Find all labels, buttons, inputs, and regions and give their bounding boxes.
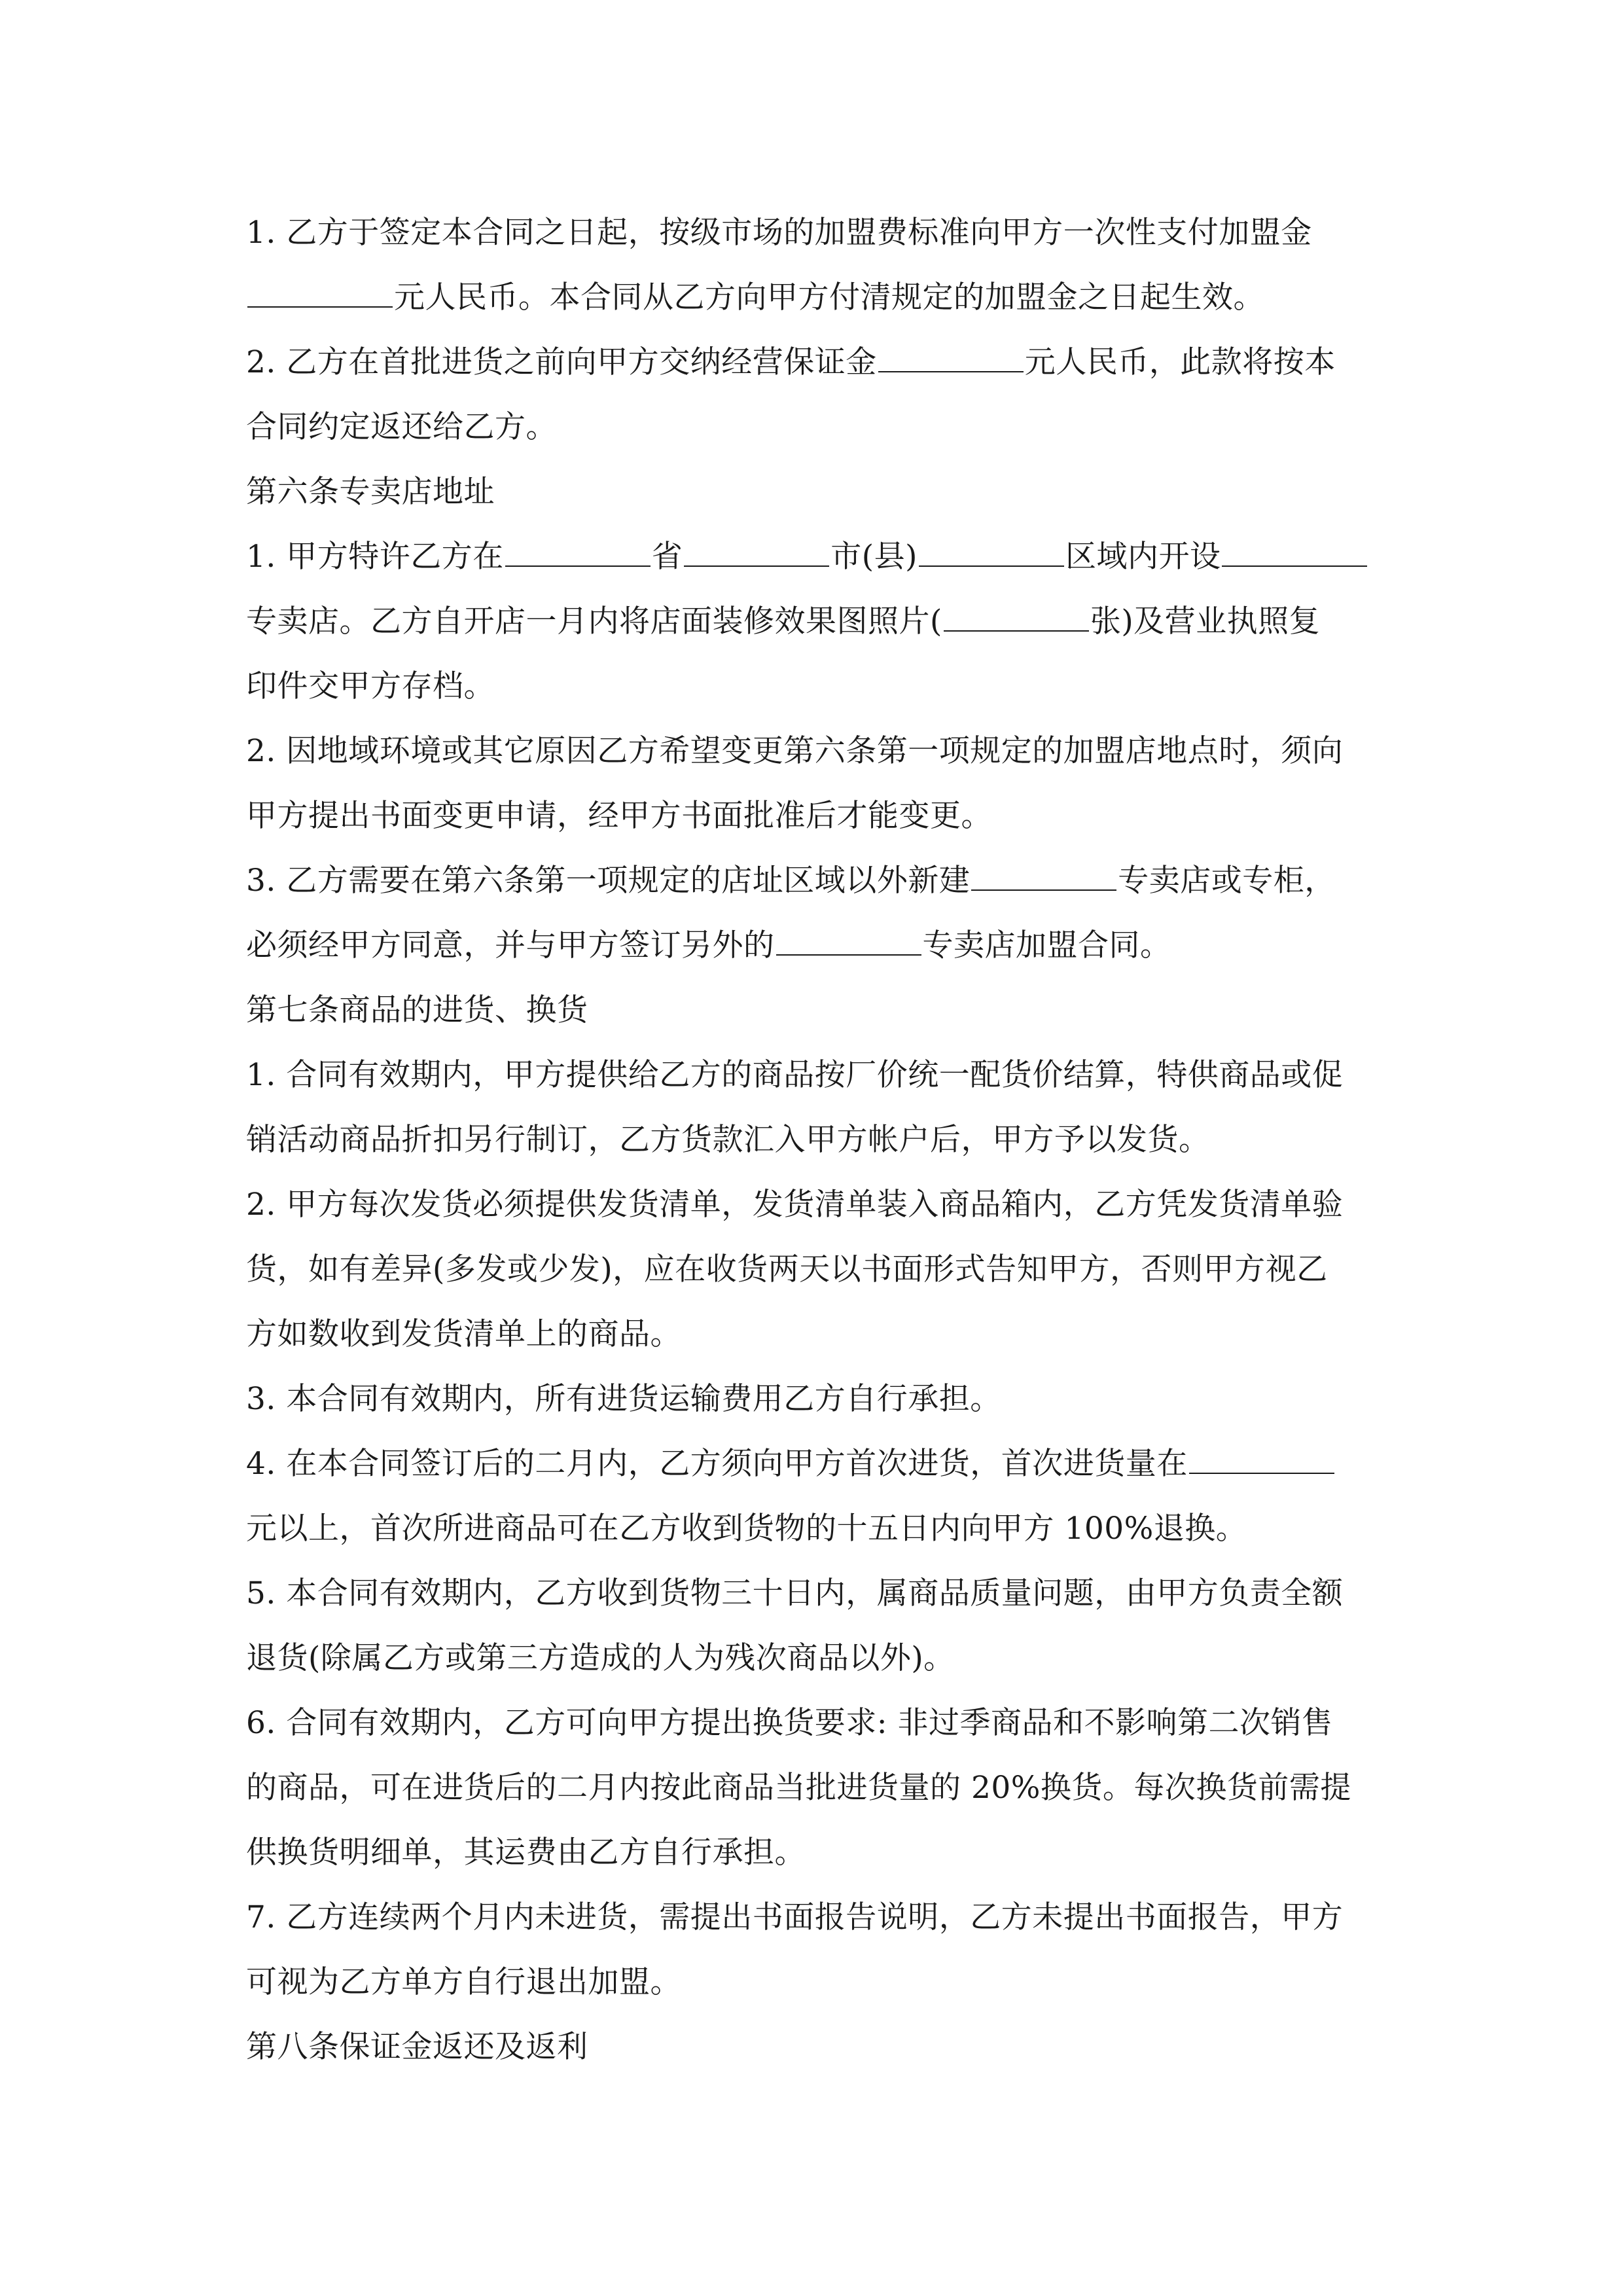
line-text: 销活动商品折扣另行制订，乙方货款汇入甲方帐户后，甲方予以发货。 — [246, 1122, 1210, 1158]
contract-body — [246, 200, 1380, 2079]
line-text: 5. 本合同有效期内，乙方收到货物三十日内，属商品质量问题，由甲方负责全额 — [246, 1575, 1344, 1611]
clause-line — [246, 783, 1380, 848]
line-text: 2. 因地域环境或其它原因乙方希望变更第六条第一项规定的加盟店地点时，须向 — [246, 733, 1344, 769]
line-text: 印件交甲方存档。 — [246, 668, 495, 704]
clause-line — [246, 1755, 1380, 1820]
clause-line — [246, 589, 1380, 654]
line-text: 可视为乙方单方自行退出加盟。 — [246, 1964, 681, 2000]
fill-in-blank — [944, 604, 1089, 632]
line-text: 合同约定返还给乙方。 — [246, 409, 557, 445]
section-heading — [246, 459, 1380, 524]
clause-line — [246, 1237, 1380, 1302]
line-text: 4. 在本合同签订后的二月内，乙方须向甲方首次进货，首次进货量在 — [246, 1446, 1188, 1482]
clause-line — [246, 654, 1380, 719]
line-text: 退货(除属乙方或第三方造成的人为残次商品以外)。 — [246, 1640, 955, 1676]
line-text: 元人民币。本合同从乙方向甲方付清规定的加盟金之日起生效。 — [394, 279, 1264, 315]
clause-line — [246, 1626, 1380, 1691]
line-text: 1. 合同有效期内，甲方提供给乙方的商品按厂价统一配货价结算，特供商品或促 — [246, 1057, 1344, 1093]
fill-in-blank — [971, 863, 1116, 891]
clause-line — [246, 395, 1380, 459]
line-text: 6. 合同有效期内，乙方可向甲方提出换货要求: 非过季商品和不影响第二次销售 — [246, 1705, 1333, 1741]
line-text: 专卖店加盟合同。 — [922, 927, 1171, 963]
clause-line — [246, 265, 1380, 330]
clause-line — [246, 1107, 1380, 1172]
line-text: 1. 乙方于签定本合同之日起，按级市场的加盟费标准向甲方一次性支付加盟金 — [246, 215, 1312, 251]
line-text: 专卖店或专柜， — [1118, 863, 1336, 899]
line-text: 区域内开设 — [1065, 539, 1221, 575]
line-text: 的商品，可在进货后的二月内按此商品当批进货量的 20%换货。每次换货前需提 — [246, 1770, 1351, 1806]
clause-line — [246, 330, 1380, 395]
fill-in-blank — [684, 539, 829, 567]
line-text: 供换货明细单，其运费由乙方自行承担。 — [246, 1835, 806, 1871]
line-text: 第七条商品的进货、换货 — [246, 992, 588, 1028]
line-text: 第六条专卖店地址 — [246, 474, 495, 510]
clause-line — [246, 1367, 1380, 1431]
clause-line — [246, 1302, 1380, 1367]
line-text: 7. 乙方连续两个月内未进货，需提出书面报告说明，乙方未提出书面报告，甲方 — [246, 1899, 1344, 1935]
line-text: 张)及营业执照复 — [1090, 603, 1321, 639]
line-text: 1. 甲方特许乙方在 — [246, 539, 504, 575]
clause-line — [246, 719, 1380, 783]
clause-line — [246, 524, 1380, 589]
clause-line — [246, 1691, 1380, 1755]
fill-in-blank — [878, 345, 1024, 372]
line-text: 省 — [651, 539, 683, 575]
fill-in-blank — [1189, 1446, 1334, 1474]
line-text: 元人民币，此款将按本 — [1024, 344, 1336, 380]
line-text: 货，如有差异(多发或少发)，应在收货两天以书面形式告知甲方，否则甲方视乙 — [246, 1251, 1328, 1287]
line-text: 必须经甲方同意，并与甲方签订另外的 — [246, 927, 775, 963]
clause-line — [246, 1431, 1380, 1496]
line-text: 专卖店。乙方自开店一月内将店面装修效果图照片( — [246, 603, 942, 639]
clause-line — [246, 848, 1380, 913]
clause-line — [246, 1496, 1380, 1561]
clause-line — [246, 1172, 1380, 1237]
clause-line — [246, 1043, 1380, 1107]
fill-in-blank — [776, 928, 921, 956]
clause-line — [246, 1885, 1380, 1950]
line-text: 3. 乙方需要在第六条第一项规定的店址区域以外新建 — [246, 863, 971, 899]
line-text: 甲方提出书面变更申请，经甲方书面批准后才能变更。 — [246, 798, 992, 834]
line-text: 方如数收到发货清单上的商品。 — [246, 1316, 681, 1352]
section-heading — [246, 978, 1380, 1043]
line-text: 3. 本合同有效期内，所有进货运输费用乙方自行承担。 — [246, 1381, 1001, 1417]
clause-line — [246, 913, 1380, 978]
clause-line — [246, 200, 1380, 265]
fill-in-blank — [919, 539, 1064, 567]
fill-in-blank — [505, 539, 651, 567]
line-text: 第八条保证金返还及返利 — [246, 2029, 588, 2065]
section-heading — [246, 2015, 1380, 2079]
clause-line — [246, 1950, 1380, 2015]
line-text: 2. 甲方每次发货必须提供发货清单，发货清单装入商品箱内，乙方凭发货清单验 — [246, 1187, 1344, 1223]
line-text: 市(县) — [830, 539, 918, 575]
line-text: 元以上，首次所进商品可在乙方收到货物的十五日内向甲方 100%退换。 — [246, 1511, 1247, 1547]
fill-in-blank — [1222, 539, 1367, 567]
clause-line — [246, 1820, 1380, 1885]
fill-in-blank — [247, 280, 393, 308]
line-text: 2. 乙方在首批进货之前向甲方交纳经营保证金 — [246, 344, 877, 380]
clause-line — [246, 1561, 1380, 1626]
